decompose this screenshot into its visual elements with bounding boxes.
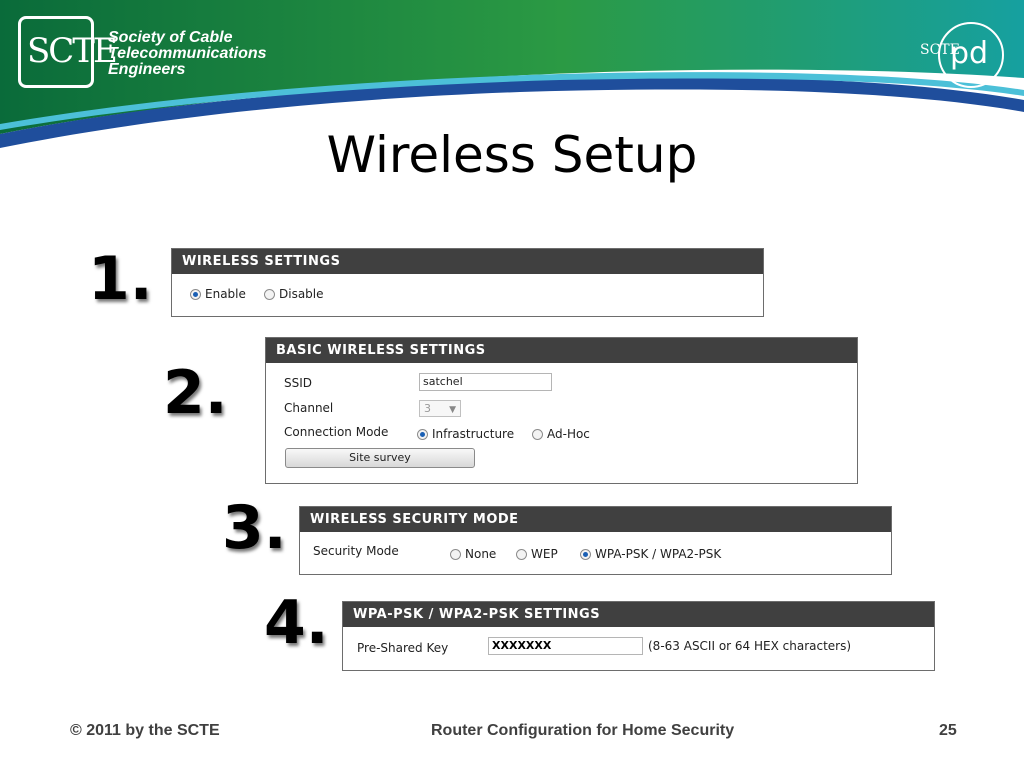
security-mode-label: Security Mode bbox=[313, 544, 399, 558]
footer-copyright: © 2011 by the SCTE bbox=[70, 722, 220, 739]
wep-label: WEP bbox=[531, 547, 558, 561]
step-number-3: 3. bbox=[222, 493, 287, 563]
pd-text: pd bbox=[950, 36, 989, 71]
ssid-input[interactable]: satchel bbox=[419, 373, 552, 391]
key-hint: (8-63 ASCII or 64 HEX characters) bbox=[648, 639, 852, 653]
channel-select[interactable] bbox=[419, 400, 461, 417]
wpa-radio[interactable] bbox=[580, 549, 591, 560]
panel-heading: WIRELESS SECURITY MODE bbox=[300, 507, 891, 532]
channel-value: 3 bbox=[424, 402, 431, 415]
wireless-settings-panel bbox=[171, 248, 764, 317]
enable-radio[interactable] bbox=[190, 289, 201, 300]
infrastructure-option[interactable] bbox=[417, 427, 514, 441]
pd-small-text: SCTE bbox=[920, 42, 960, 58]
scte-logo bbox=[18, 16, 116, 88]
org-name-line3: Engineers bbox=[108, 61, 186, 78]
wep-radio[interactable] bbox=[516, 549, 527, 560]
disable-option[interactable] bbox=[264, 287, 324, 301]
pre-shared-key-input[interactable]: XXXXXXX bbox=[488, 637, 643, 655]
adhoc-label: Ad-Hoc bbox=[547, 427, 590, 441]
ssid-label: SSID bbox=[284, 376, 313, 390]
wpa-option[interactable] bbox=[580, 547, 721, 561]
none-radio[interactable] bbox=[450, 549, 461, 560]
org-name-line1: Society of Cable bbox=[108, 29, 233, 46]
none-option[interactable] bbox=[450, 547, 496, 561]
infrastructure-label: Infrastructure bbox=[432, 427, 515, 441]
channel-label: Channel bbox=[284, 401, 334, 415]
site-survey-button[interactable]: Site survey bbox=[285, 448, 475, 468]
page-number: 25 bbox=[939, 722, 957, 739]
panel-heading: WPA-PSK / WPA2-PSK SETTINGS bbox=[343, 602, 934, 627]
scte-pd-logo bbox=[920, 18, 1012, 92]
slide-title: Wireless Setup bbox=[326, 126, 698, 184]
footer-center-text: Router Configuration for Home Security bbox=[431, 722, 735, 739]
step-number-4: 4. bbox=[264, 588, 329, 658]
wpa-settings-panel bbox=[342, 601, 935, 671]
step-number-2: 2. bbox=[163, 358, 228, 428]
wpa-label: WPA-PSK / WPA2-PSK bbox=[595, 547, 722, 561]
step-number-1: 1. bbox=[88, 244, 153, 314]
none-label: None bbox=[465, 547, 497, 561]
panel-heading: BASIC WIRELESS SETTINGS bbox=[266, 338, 857, 363]
enable-option[interactable] bbox=[190, 287, 246, 301]
pre-shared-key-label: Pre-Shared Key bbox=[357, 641, 449, 655]
panel-heading: WIRELESS SETTINGS bbox=[172, 249, 763, 274]
adhoc-option[interactable] bbox=[532, 427, 590, 441]
logo-text: SCTE bbox=[27, 31, 116, 71]
wep-option[interactable] bbox=[516, 547, 558, 561]
basic-wireless-panel bbox=[265, 337, 858, 484]
org-name-line2: Telecommunications bbox=[108, 45, 267, 62]
disable-radio[interactable] bbox=[264, 289, 275, 300]
infrastructure-radio[interactable] bbox=[417, 429, 428, 440]
chevron-down-icon: ▼ bbox=[449, 405, 456, 415]
adhoc-radio[interactable] bbox=[532, 429, 543, 440]
security-mode-panel bbox=[299, 506, 892, 575]
connection-mode-label: Connection Mode bbox=[284, 425, 389, 439]
organization-name bbox=[108, 30, 267, 78]
enable-label: Enable bbox=[205, 287, 246, 301]
disable-label: Disable bbox=[279, 287, 324, 301]
